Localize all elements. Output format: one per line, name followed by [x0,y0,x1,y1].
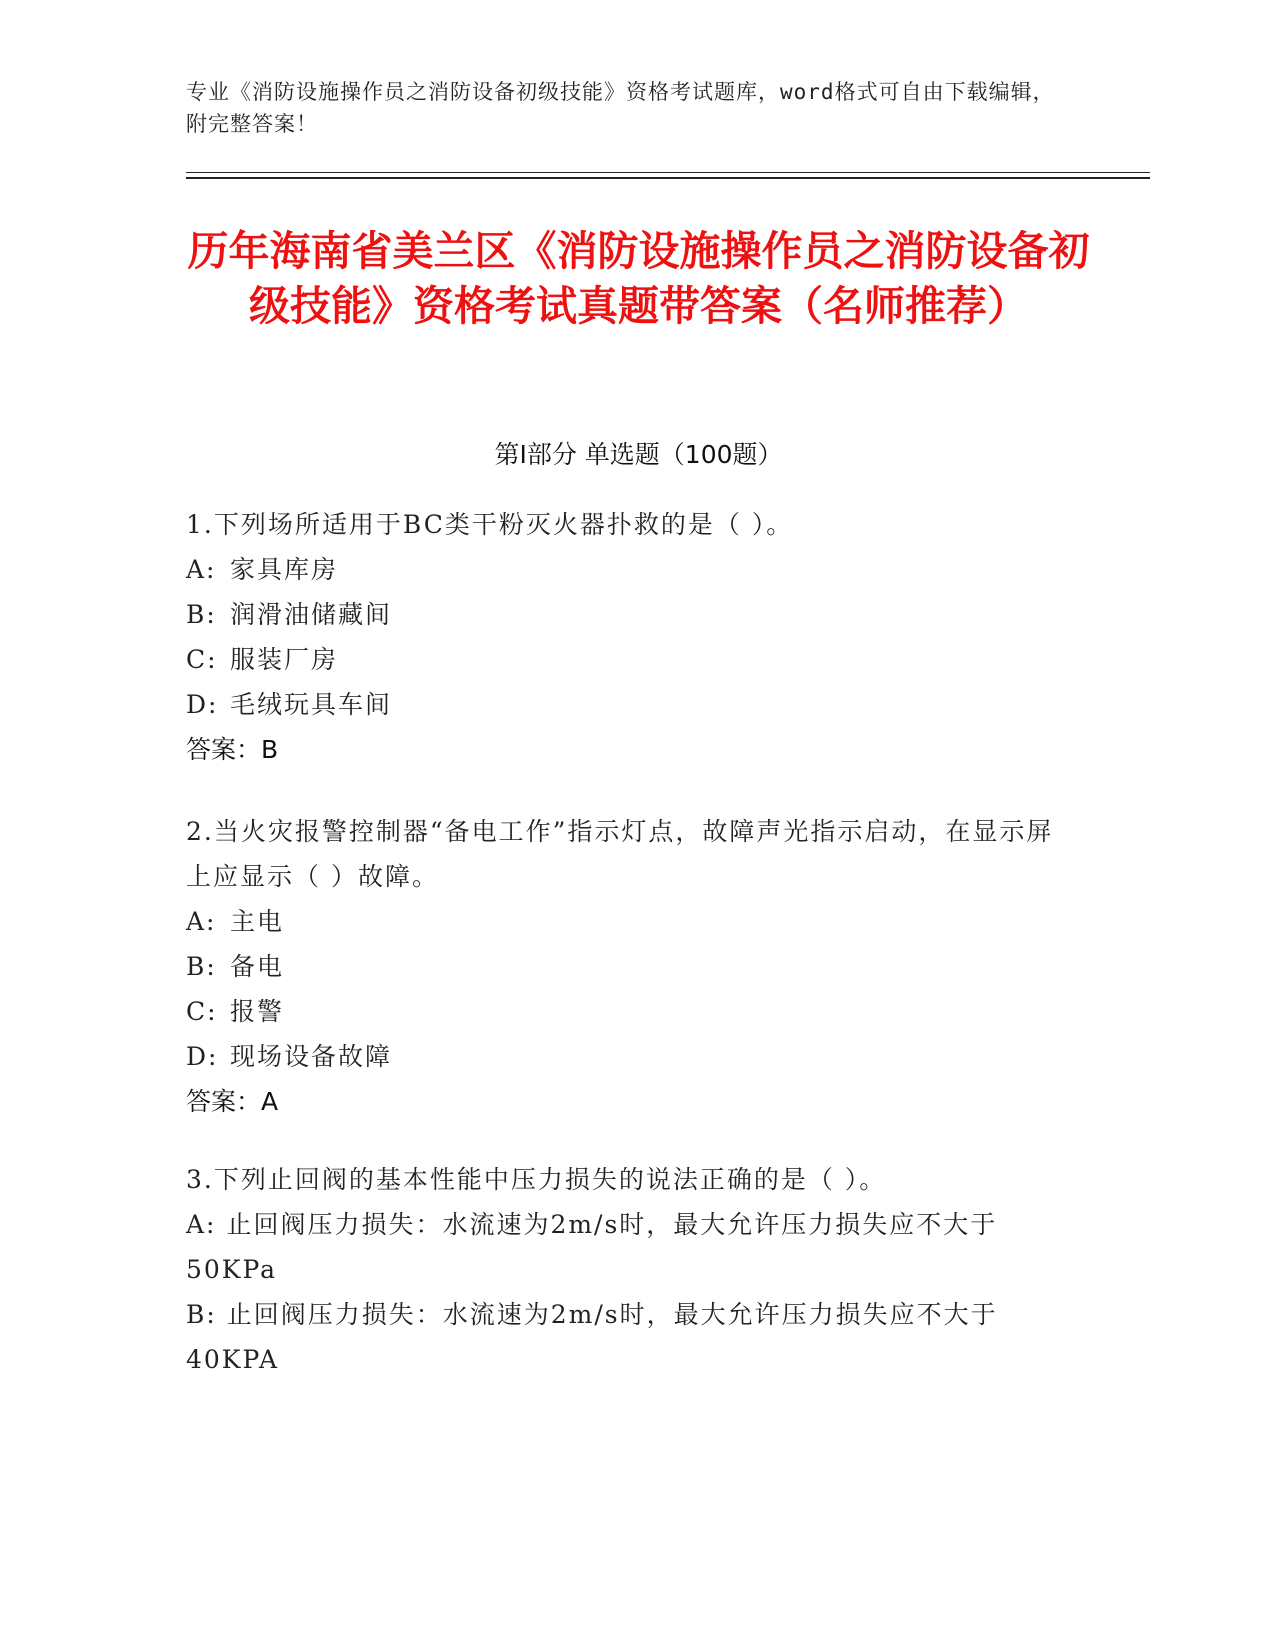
option-key: C: [186,645,218,674]
option-b [186,592,1066,637]
question-3 [186,1157,1066,1382]
question-stem: 3.下列止回阀的基本性能中压力损失的说法正确的是（ ）。 [186,1165,887,1194]
option-text: 毛绒玩具车间 [230,690,393,719]
option-key: A: [186,907,217,936]
option-key: D: [186,690,219,719]
answer-line [186,1079,1066,1124]
answer-value: B [261,735,279,764]
section-title: 第Ⅰ部分 单选题（100题） [494,440,783,469]
header-rule-thin [186,172,1150,173]
question-1 [186,502,1066,772]
document-title: 历年海南省美兰区《消防设施操作员之消防设备初级技能》资格考试真题带答案（名师推荐） [187,227,1090,330]
option-key: B: [186,952,217,981]
option-c [186,637,1066,682]
option-text: 服装厂房 [230,645,339,674]
answer-line [186,727,1066,772]
option-text: 报警 [230,997,285,1026]
option-b [186,944,1066,989]
option-text: 现场设备故障 [230,1042,393,1071]
answer-label: 答案： [186,735,262,764]
question-stem: 1.下列场所适用于BC类干粉灭火器扑救的是（ ）。 [186,510,794,539]
option-text: 润滑油储藏间 [230,600,393,629]
option-key: D: [186,1042,219,1071]
option-text: 止回阀压力损失：水流速为2m/s时，最大允许压力损失应不大于50KPa [186,1210,998,1284]
header-note: 专业《消防设施操作员之消防设备初级技能》资格考试题库，word格式可自由下载编辑，附完整答案！ [186,80,1055,136]
option-a [186,1202,1066,1292]
option-b [186,1292,1066,1382]
option-text: 主电 [230,907,285,936]
option-a [186,547,1066,592]
answer-value: A [261,1087,279,1116]
option-text: 止回阀压力损失：水流速为2m/s时，最大允许压力损失应不大于40KPA [186,1300,998,1374]
option-key: B: [186,600,217,629]
option-c [186,989,1066,1034]
option-d [186,682,1066,727]
header-rule-thick [186,177,1150,179]
option-text: 家具库房 [230,555,339,584]
option-key: A: [186,1210,217,1239]
question-stem: 2.当火灾报警控制器“备电工作”指示灯点，故障声光指示启动，在显示屏上应显示（ ）故障。 [186,817,1054,891]
option-d [186,1034,1066,1079]
option-key: B: [186,1300,217,1329]
question-2 [186,809,1066,1124]
option-key: C: [186,997,218,1026]
option-key: A: [186,555,217,584]
option-text: 备电 [230,952,285,981]
option-a [186,899,1066,944]
answer-label: 答案： [186,1087,262,1116]
